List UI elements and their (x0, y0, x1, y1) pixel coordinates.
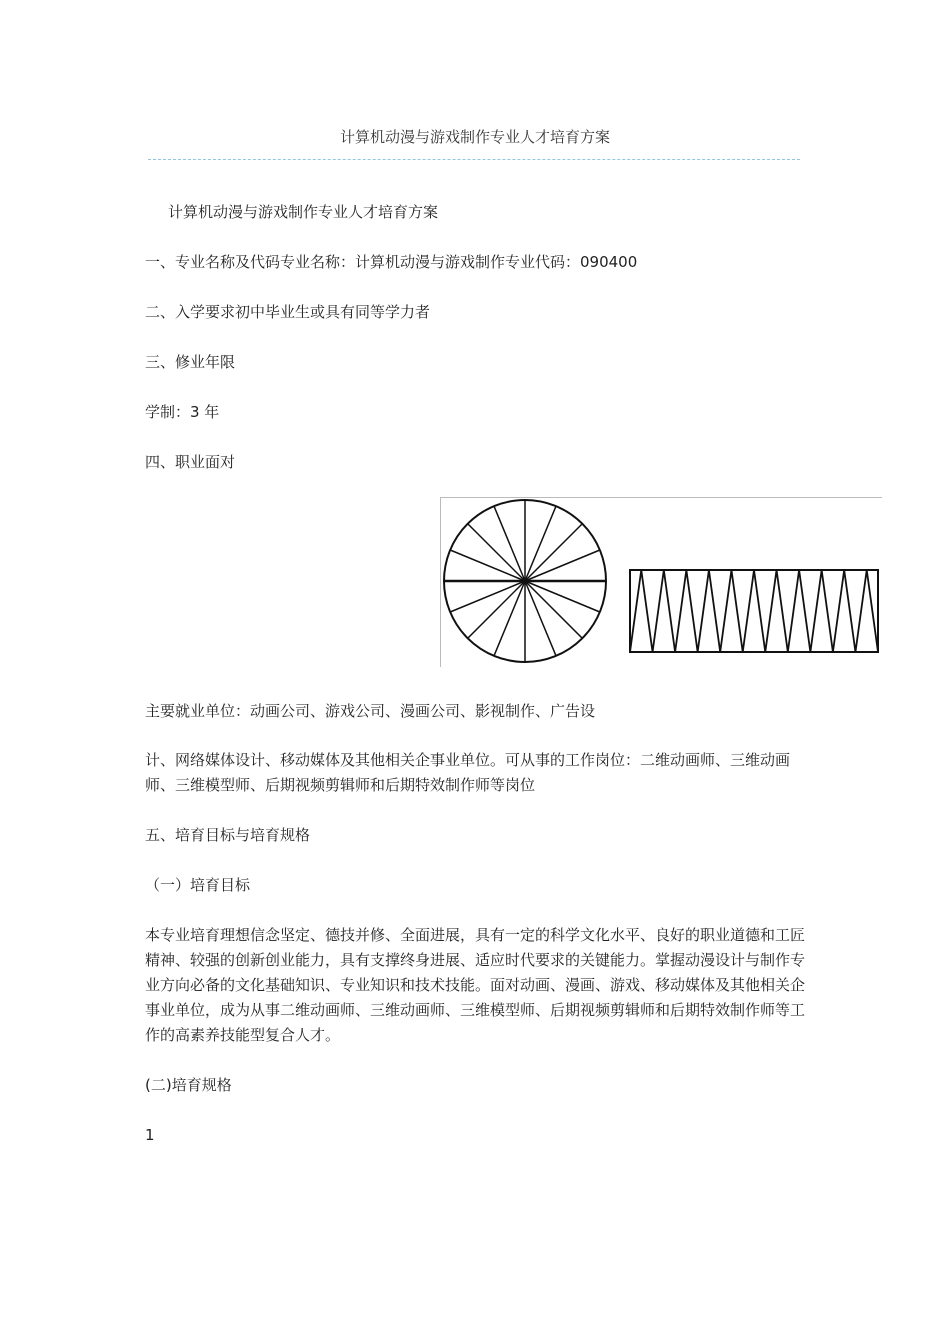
employment-units-line: 主要就业单位：动画公司、游戏公司、漫画公司、影视制作、广告设 (145, 702, 596, 720)
wheel-spoke (525, 581, 582, 638)
section-2-heading: 二、入学要求初中毕业生或具有同等学力者 (145, 303, 431, 321)
employment-positions: 计、网络媒体设计、移动媒体及其他相关企事业单位。可从事的工作岗位：二维动画师、三维动画师、三维模型师、后期视频剪辑师和后期特效制作师等岗位 (145, 751, 791, 794)
header-divider (148, 159, 800, 160)
section-4-heading: 四、职业面对 (145, 453, 236, 471)
subsection-training-goal: （一）培育目标 (145, 876, 251, 894)
truss-zigzag (630, 570, 878, 652)
section-5-heading: 五、培育目标与培育规格 (145, 826, 311, 844)
subsection-training-spec: (二)培育规格 (145, 1076, 232, 1094)
spoked-wheel-graphic (444, 500, 606, 662)
truss-frame (630, 570, 878, 652)
wheel-spoke (468, 581, 525, 638)
section-1-heading: 一、专业名称及代码专业名称：计算机动漫与游戏制作专业代码：090400 (145, 253, 638, 271)
section-3-heading: 三、修业年限 (145, 353, 236, 371)
zigzag-truss-graphic (630, 570, 878, 652)
figure-drawing (440, 497, 882, 667)
wheel-spoke (525, 524, 582, 581)
document-title: 计算机动漫与游戏制作专业人才培育方案 (168, 203, 439, 221)
page-number: 1 (145, 1126, 155, 1144)
study-duration: 学制：3 年 (145, 403, 220, 421)
running-header-title: 计算机动漫与游戏制作专业人才培育方案 (339, 128, 610, 146)
training-goal-text: 本专业培育理想信念坚定、德技并修、全面进展，具有一定的科学文化水平、良好的职业道德和工匠精神、较强的创新创业能力，具有支撑终身进展、适应时代要求的关键能力。掌握动漫设计与制作专业方向必备的文化基础知识、专业知识和技术技能。面对动画、漫画、游戏、移动媒体及其他相关企事业单位，成为从事二维动画师、三维动画师、三维模型师、后期视频剪辑师和后期特效制作师等工作的高素养技能型复合人才。 (145, 926, 806, 1044)
wheel-spoke (468, 524, 525, 581)
decorative-figure (440, 497, 882, 667)
